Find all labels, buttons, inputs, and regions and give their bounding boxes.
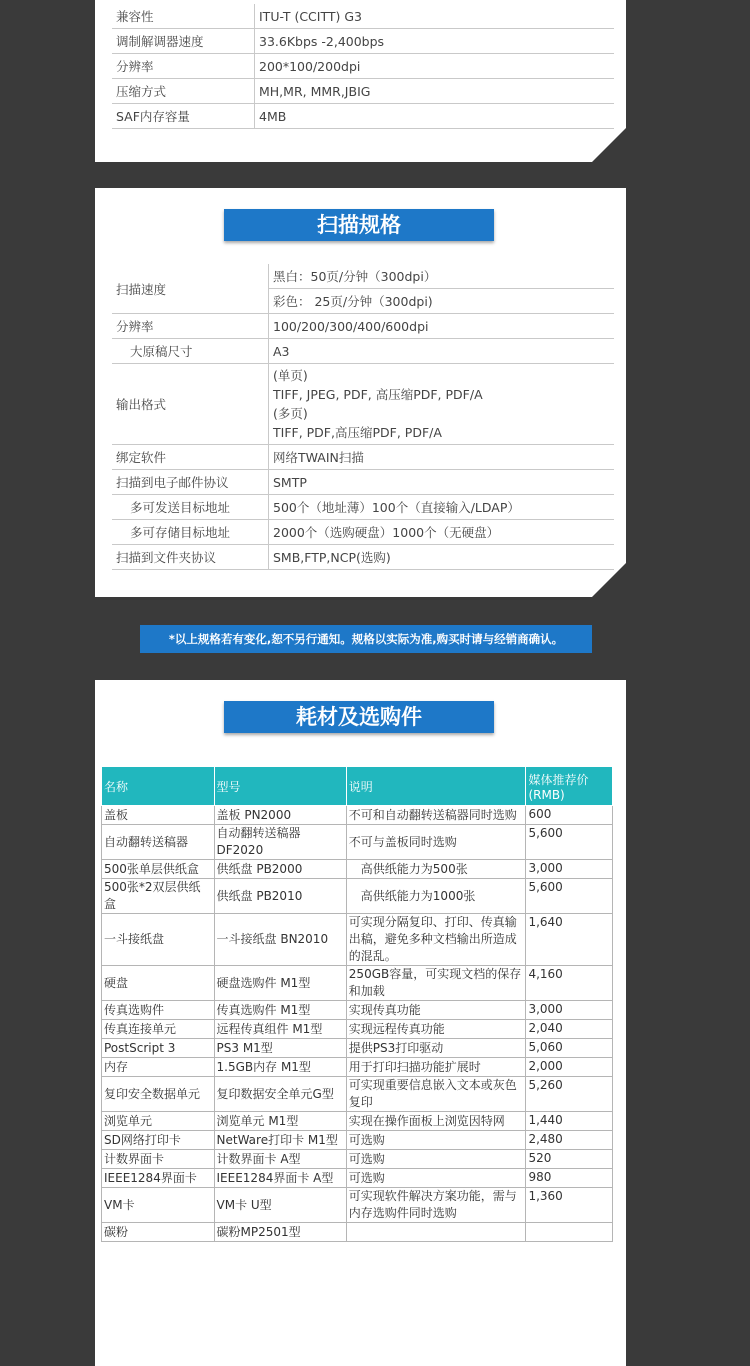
item-description: 实现远程传真功能 <box>346 1020 526 1039</box>
item-model: 传真选购件 M1型 <box>214 1001 346 1020</box>
scan-speed-label: 扫描速度 <box>112 264 269 314</box>
table-row <box>102 1150 613 1169</box>
output-line: TIFF, JPEG, PDF, 高压缩PDF, PDF/A <box>273 387 483 402</box>
item-price: 1,640 <box>526 914 613 966</box>
table-row <box>112 54 614 79</box>
table-row <box>102 860 613 879</box>
item-description: 高供纸能力为500张 <box>346 860 526 879</box>
table-row <box>112 314 614 339</box>
table-row <box>112 520 614 545</box>
item-model: 计数界面卡 A型 <box>214 1150 346 1169</box>
item-name: IEEE1284界面卡 <box>102 1169 215 1188</box>
item-price: 5,060 <box>526 1039 613 1058</box>
spec-label: 多可存储目标地址 <box>112 520 269 545</box>
spec-label: 兼容性 <box>112 4 255 29</box>
item-description: 可实现重要信息嵌入文本或灰色复印 <box>346 1077 526 1112</box>
spec-label: 分辨率 <box>112 54 255 79</box>
spec-value: 网络TWAIN扫描 <box>269 445 615 470</box>
spec-label: 调制解调器速度 <box>112 29 255 54</box>
item-description: 用于打印扫描功能扩展时 <box>346 1058 526 1077</box>
table-row <box>102 1131 613 1150</box>
item-name: 复印安全数据单元 <box>102 1077 215 1112</box>
scan-speed-color: 彩色： 25页/分钟（300dpi) <box>269 289 615 314</box>
scan-spec-title: 扫描规格 <box>224 209 494 241</box>
table-row <box>102 1077 613 1112</box>
item-description: 可选购 <box>346 1150 526 1169</box>
item-name: 计数界面卡 <box>102 1150 215 1169</box>
item-name: PostScript 3 <box>102 1039 215 1058</box>
item-description: 提供PS3打印驱动 <box>346 1039 526 1058</box>
output-line: (单页) <box>273 368 308 383</box>
spec-label: 扫描到文件夹协议 <box>112 545 269 570</box>
item-model: PS3 M1型 <box>214 1039 346 1058</box>
item-name: 碳粉 <box>102 1223 215 1242</box>
item-description: 高供纸能力为1000张 <box>346 879 526 914</box>
item-price: 5,600 <box>526 825 613 860</box>
item-name: SD网络打印卡 <box>102 1131 215 1150</box>
table-row <box>112 29 614 54</box>
item-description: 实现在操作面板上浏览因特网 <box>346 1112 526 1131</box>
spec-value: 500个（地址薄）100个（直接输入/LDAP） <box>269 495 615 520</box>
item-name: 内存 <box>102 1058 215 1077</box>
item-description: 不可与盖板同时选购 <box>346 825 526 860</box>
table-row <box>102 806 613 825</box>
item-price <box>526 1223 613 1242</box>
table-row <box>102 1058 613 1077</box>
item-name: 盖板 <box>102 806 215 825</box>
spec-value: SMB,FTP,NCP(选购) <box>269 545 615 570</box>
item-price: 2,040 <box>526 1020 613 1039</box>
scan-speed-bw: 黑白：50页/分钟（300dpi） <box>269 264 615 289</box>
item-price: 5,260 <box>526 1077 613 1112</box>
spec-label: 多可发送目标地址 <box>112 495 269 520</box>
item-description: 可实现软件解决方案功能，需与内存选购件同时选购 <box>346 1188 526 1223</box>
item-price: 5,600 <box>526 879 613 914</box>
spec-label: SAF内存容量 <box>112 104 255 129</box>
item-name: VM卡 <box>102 1188 215 1223</box>
table-row <box>112 4 614 29</box>
item-description: 可实现分隔复印、打印、传真输出稿，避免多种文档输出所造成的混乱。 <box>346 914 526 966</box>
item-name: 500张单层供纸盒 <box>102 860 215 879</box>
table-row <box>102 1020 613 1039</box>
spec-label: 扫描到电子邮件协议 <box>112 470 269 495</box>
table-row <box>112 79 614 104</box>
table-row <box>102 1188 613 1223</box>
consumables-table <box>101 766 613 1242</box>
max-size-value: A3 <box>269 339 615 364</box>
table-row <box>102 1169 613 1188</box>
table-row <box>112 364 614 445</box>
item-model: 盖板 PN2000 <box>214 806 346 825</box>
item-price: 600 <box>526 806 613 825</box>
item-description: 不可和自动翻转送稿器同时选购 <box>346 806 526 825</box>
spec-label: 绑定软件 <box>112 445 269 470</box>
item-name: 500张*2双层供纸盒 <box>102 879 215 914</box>
table-row <box>102 1112 613 1131</box>
item-description: 可选购 <box>346 1131 526 1150</box>
col-header-model: 型号 <box>214 767 346 806</box>
max-size-label: 大原稿尺寸 <box>112 339 269 364</box>
table-row <box>102 825 613 860</box>
item-price: 3,000 <box>526 1001 613 1020</box>
item-price: 980 <box>526 1169 613 1188</box>
table-row <box>112 104 614 129</box>
output-format-label: 输出格式 <box>112 364 269 445</box>
table-row <box>112 264 614 289</box>
output-format-value <box>269 364 615 445</box>
spec-value: ITU-T (CCITT) G3 <box>255 4 615 29</box>
item-description: 可选购 <box>346 1169 526 1188</box>
table-header-row <box>102 767 613 806</box>
resolution-value: 100/200/300/400/600dpi <box>269 314 615 339</box>
table-row <box>102 1039 613 1058</box>
spec-value: SMTP <box>269 470 615 495</box>
scan-spec-table <box>112 264 614 570</box>
item-price: 2,000 <box>526 1058 613 1077</box>
col-header-price: 媒体推荐价(RMB) <box>526 767 613 806</box>
item-model: VM卡 U型 <box>214 1188 346 1223</box>
item-price: 2,480 <box>526 1131 613 1150</box>
item-model: 碳粉MP2501型 <box>214 1223 346 1242</box>
item-price: 4,160 <box>526 966 613 1001</box>
col-header-desc: 说明 <box>346 767 526 806</box>
item-model: 浏览单元 M1型 <box>214 1112 346 1131</box>
fax-spec-table <box>112 4 614 129</box>
item-description <box>346 1223 526 1242</box>
item-name: 传真连接单元 <box>102 1020 215 1039</box>
table-row <box>112 545 614 570</box>
spec-label: 压缩方式 <box>112 79 255 104</box>
spec-value: 200*100/200dpi <box>255 54 615 79</box>
item-name: 传真选购件 <box>102 1001 215 1020</box>
item-model: 自动翻转送稿器DF2020 <box>214 825 346 860</box>
spec-value: 33.6Kbps -2,400bps <box>255 29 615 54</box>
resolution-label: 分辨率 <box>112 314 269 339</box>
item-model: 复印数据安全单元G型 <box>214 1077 346 1112</box>
output-line: TIFF, PDF,高压缩PDF, PDF/A <box>273 425 442 440</box>
output-line: (多页) <box>273 406 308 421</box>
item-name: 硬盘 <box>102 966 215 1001</box>
table-row <box>102 879 613 914</box>
item-model: 硬盘选购件 M1型 <box>214 966 346 1001</box>
item-model: IEEE1284界面卡 A型 <box>214 1169 346 1188</box>
item-description: 250GB容量，可实现文档的保存和加载 <box>346 966 526 1001</box>
spec-value: MH,MR, MMR,JBIG <box>255 79 615 104</box>
item-model: NetWare打印卡 M1型 <box>214 1131 346 1150</box>
item-price: 1,360 <box>526 1188 613 1223</box>
table-row <box>102 966 613 1001</box>
table-row <box>102 914 613 966</box>
disclaimer-notice: *以上规格若有变化,恕不另行通知。规格以实际为准,购买时请与经销商确认。 <box>140 625 592 653</box>
item-name: 一斗接纸盘 <box>102 914 215 966</box>
table-row <box>112 445 614 470</box>
item-price: 3,000 <box>526 860 613 879</box>
item-model: 远程传真组件 M1型 <box>214 1020 346 1039</box>
item-model: 1.5GB内存 M1型 <box>214 1058 346 1077</box>
item-model: 一斗接纸盘 BN2010 <box>214 914 346 966</box>
item-name: 浏览单元 <box>102 1112 215 1131</box>
table-row <box>112 339 614 364</box>
consumables-title: 耗材及选购件 <box>224 701 494 733</box>
table-row <box>102 1001 613 1020</box>
table-row <box>112 470 614 495</box>
table-row <box>102 1223 613 1242</box>
item-name: 自动翻转送稿器 <box>102 825 215 860</box>
item-description: 实现传真功能 <box>346 1001 526 1020</box>
table-row <box>112 495 614 520</box>
spec-value: 2000个（选购硬盘）1000个（无硬盘） <box>269 520 615 545</box>
item-price: 520 <box>526 1150 613 1169</box>
item-model: 供纸盘 PB2010 <box>214 879 346 914</box>
col-header-name: 名称 <box>102 767 215 806</box>
spec-value: 4MB <box>255 104 615 129</box>
item-price: 1,440 <box>526 1112 613 1131</box>
item-model: 供纸盘 PB2000 <box>214 860 346 879</box>
page-fold-corner <box>592 128 626 162</box>
